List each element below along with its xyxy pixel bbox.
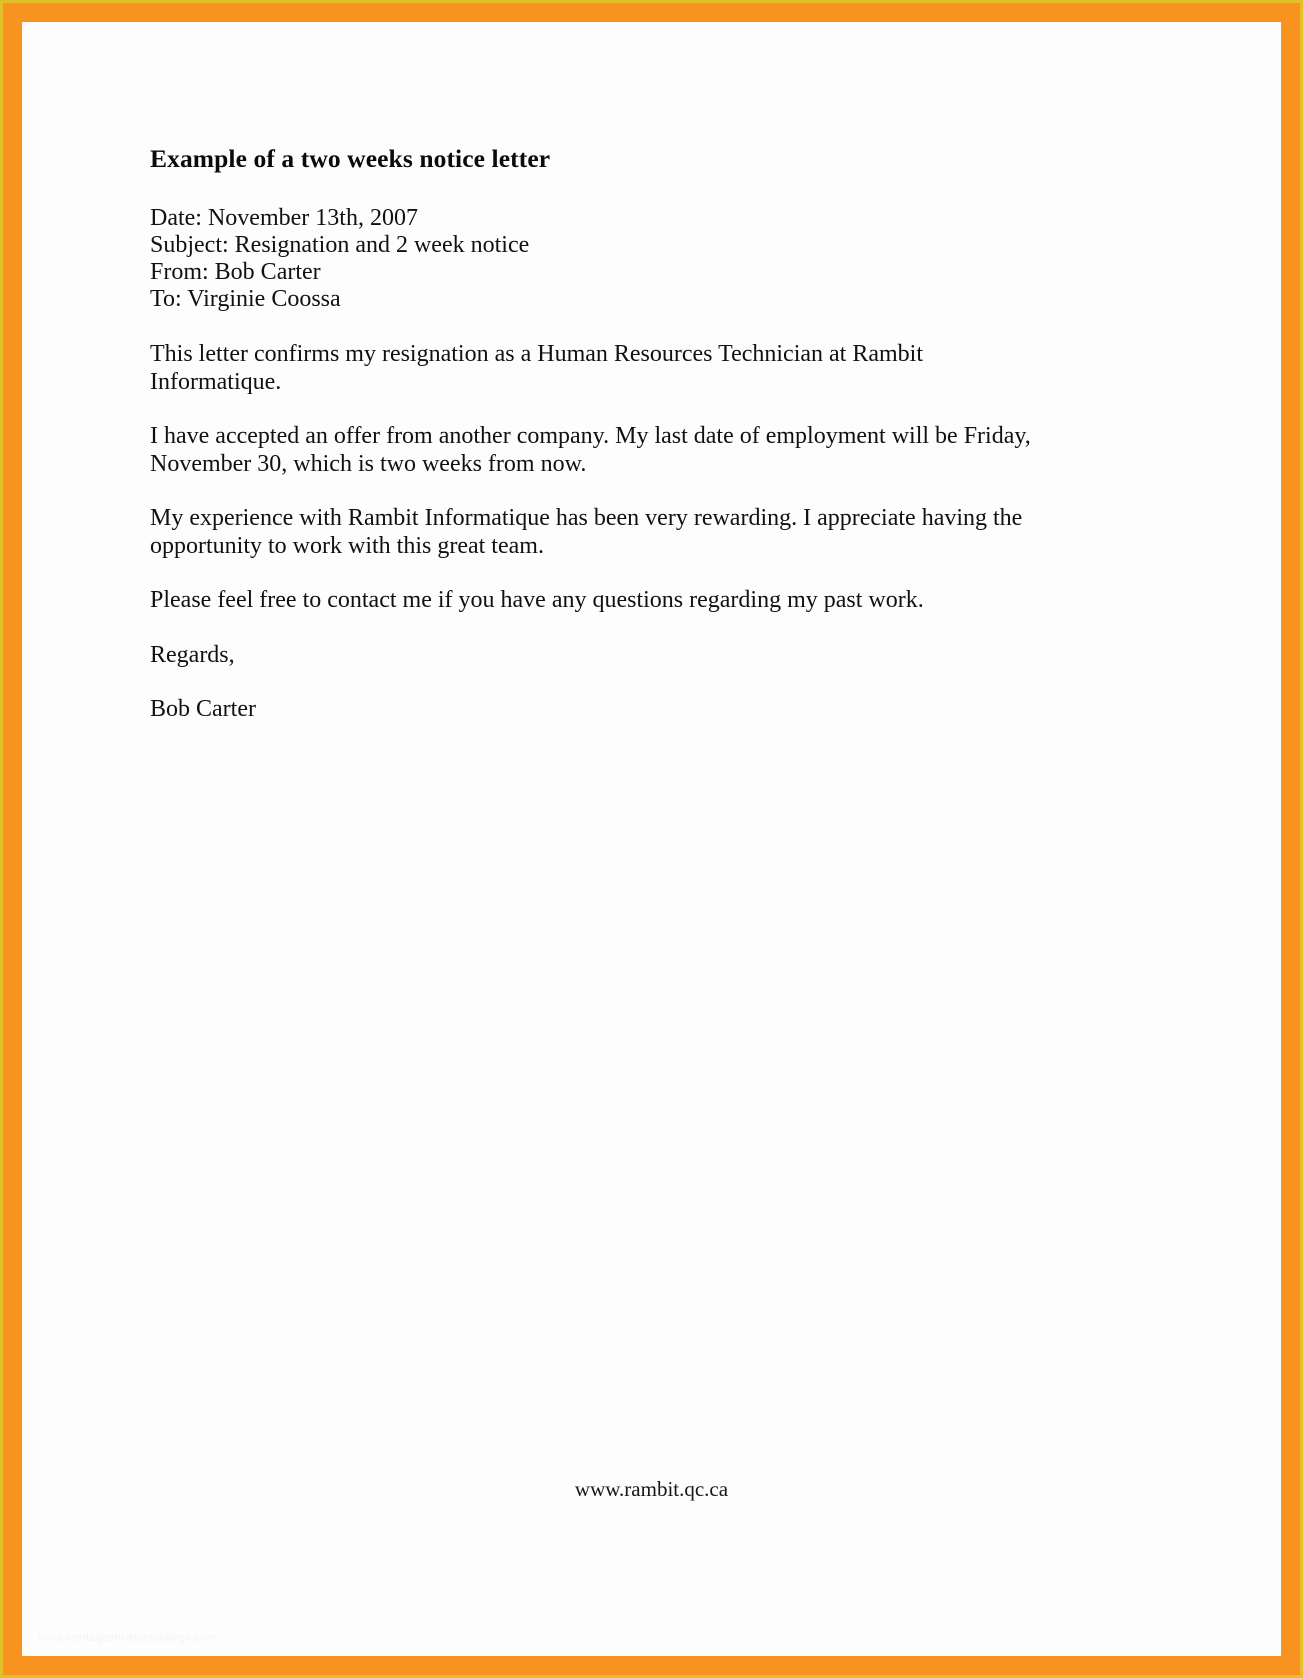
header-field-from: From: Bob Carter — [150, 259, 321, 285]
letter-header-fields — [150, 205, 1045, 314]
header-field-date: Date: November 13th, 2007 — [150, 204, 418, 231]
letter-paragraph-2: I have accepted an offer from another company. My last date of employment will be Friday, November 30, which is two weeks from now. — [150, 423, 1031, 477]
letter-paragraph-1: This letter confirms my resignation as a Human Resources Technician at Rambit Informatique. — [150, 341, 924, 395]
letter-closing: Regards, — [150, 641, 235, 668]
letter-title: Example of a two weeks notice letter — [150, 144, 551, 173]
source-watermark: www.heritagechristiancollege.com — [38, 1632, 217, 1644]
letter-body — [150, 144, 1045, 724]
header-field-subject: Subject: Resignation and 2 week notice — [150, 231, 530, 258]
letter-paragraph-3: My experience with Rambit Informatique has been very rewarding. I appreciate having the opportunity to work with this great team. — [150, 505, 1023, 559]
paper-surface — [22, 22, 1281, 1656]
footer-website-url: www.rambit.qc.ca — [574, 1477, 729, 1501]
letter-signature: Bob Carter — [150, 696, 256, 723]
letter-paragraph-4: Please feel free to contact me if you have any questions regarding my past work. — [150, 587, 924, 614]
header-field-to: To: Virginie Coossa — [150, 286, 341, 313]
